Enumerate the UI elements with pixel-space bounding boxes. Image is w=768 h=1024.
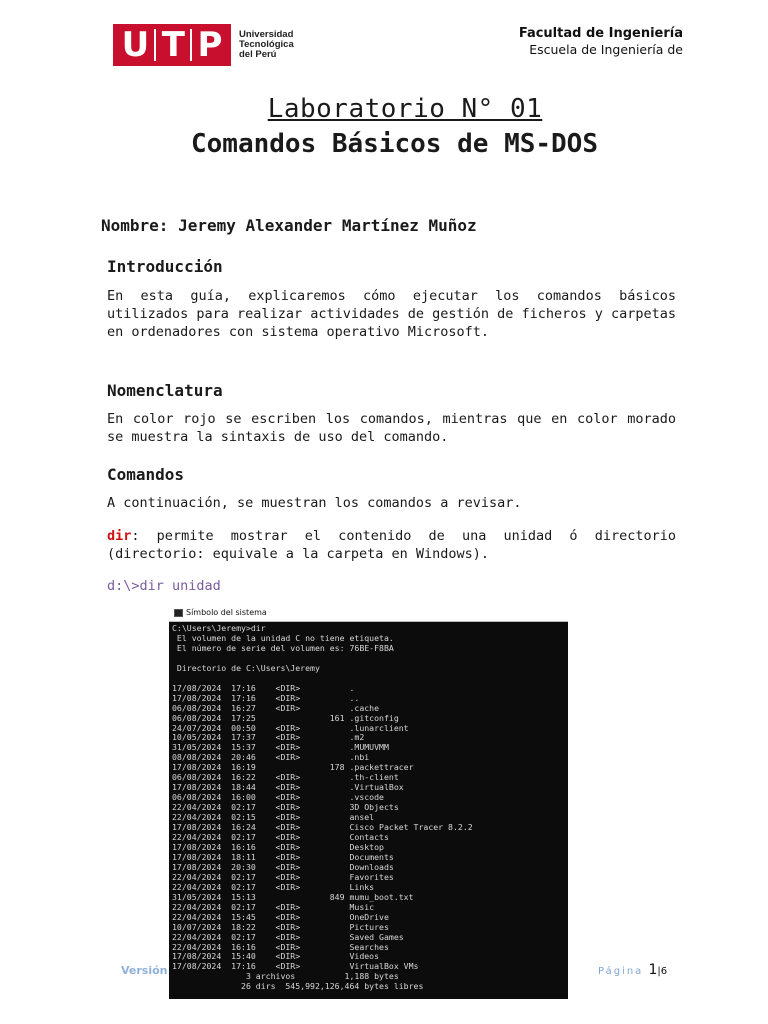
utp-logo-mark (113, 24, 231, 66)
student-name: Nombre: Jeremy Alexander Martínez Muñoz (101, 216, 477, 235)
terminal-line: 24/07/2024 00:50 <DIR> .lunarclient (172, 722, 409, 733)
terminal-line: 17/08/2024 17:16 <DIR> VirtualBox VMs (172, 961, 419, 972)
terminal-line: El número de serie del volumen es: 76BE-F8BA (172, 642, 394, 653)
terminal-line: 22/04/2024 02:17 <DIR> 3D Objects (172, 802, 399, 813)
terminal-line: 17/08/2024 20:30 <DIR> Downloads (172, 861, 394, 872)
utp-logo (113, 24, 294, 66)
lab-subtitle: Comandos Básicos de MS-DOS (191, 129, 598, 159)
faculty-name: Facultad de Ingeniería (518, 26, 683, 41)
terminal-line: 10/05/2024 17:37 <DIR> .m2 (172, 732, 365, 743)
terminal-line: 17/08/2024 17:16 <DIR> .. (172, 692, 360, 703)
terminal-line: 17/08/2024 16:24 <DIR> Cisco Packet Tracer 8.2.2 (172, 822, 473, 833)
terminal-icon (174, 609, 183, 617)
terminal-line: 22/04/2024 02:15 <DIR> ansel (172, 812, 375, 823)
logo-separator (154, 29, 156, 61)
university-name-line: Universidad (239, 29, 294, 40)
nomenclature-heading: Nomenclatura (107, 381, 223, 400)
university-name-line: Tecnológica (239, 39, 294, 50)
terminal-line: 22/04/2024 02:17 <DIR> Contacts (172, 832, 389, 843)
terminal-line: 22/04/2024 15:45 <DIR> OneDrive (172, 911, 389, 922)
page-total: 6 (660, 966, 668, 977)
footer-page-number (598, 962, 667, 978)
page-label: Página (598, 966, 644, 977)
logo-separator (190, 29, 192, 61)
intro-text: En esta guía, explicaremos cómo ejecutar los comandos básicos utilizados para realizar actividades de gestión de ficheros y carpetas en ordenadores con sistema operativo Microsoft. (107, 288, 676, 340)
terminal-line: 22/04/2024 02:17 <DIR> Favorites (172, 871, 394, 882)
commands-heading: Comandos (107, 465, 185, 484)
dir-command: dir (107, 528, 132, 544)
terminal-line: 22/04/2024 16:16 <DIR> Searches (172, 941, 389, 952)
terminal-line: C:\Users\Jeremy>dir (172, 623, 266, 633)
terminal-line: 17/08/2024 17:16 <DIR> . (172, 682, 355, 693)
terminal-line: 22/04/2024 02:17 <DIR> Links (172, 881, 375, 892)
terminal-line: 06/08/2024 16:27 <DIR> .cache (172, 702, 380, 713)
terminal-line: 17/08/2024 18:44 <DIR> .VirtualBox (172, 782, 404, 793)
footer-version: Versión (121, 964, 168, 977)
school-name: Escuela de Ingeniería de (529, 42, 683, 57)
header-faculty-block (519, 26, 683, 62)
intro-heading: Introducción (107, 257, 223, 276)
terminal-line: 17/08/2024 16:16 <DIR> Desktop (172, 841, 384, 852)
terminal-line: 22/04/2024 02:17 <DIR> Music (172, 901, 375, 912)
terminal-line: 3 archivos 1,188 bytes (172, 971, 399, 982)
terminal-line: 31/05/2024 15:13 849 mumu_boot.txt (172, 891, 414, 902)
terminal-line: 17/08/2024 18:11 <DIR> Documents (172, 851, 394, 862)
terminal-line: El volumen de la unidad C no tiene etiqueta. (172, 632, 394, 643)
terminal-line: 17/08/2024 15:40 <DIR> Videos (172, 951, 380, 962)
terminal-line: 26 dirs 545,992,126,464 bytes libres (172, 981, 424, 992)
terminal-line: 06/08/2024 16:00 <DIR> .vscode (172, 792, 384, 803)
university-name-line: del Perú (239, 49, 277, 60)
dir-description (107, 527, 676, 563)
terminal-line: 17/08/2024 16:19 178 .packettracer (172, 762, 414, 773)
commands-intro: A continuación, se muestran los comandos a revisar. (107, 495, 522, 511)
terminal-screenshot (169, 604, 568, 999)
terminal-line: 10/07/2024 18:22 <DIR> Pictures (172, 921, 389, 932)
terminal-line: 06/08/2024 17:25 161 .gitconfig (172, 712, 399, 723)
lab-title: Laboratorio N° 01 (267, 94, 543, 124)
page-separator: | (657, 966, 661, 977)
terminal-line: Directorio de C:\Users\Jeremy (172, 662, 320, 673)
terminal-line: 22/04/2024 02:17 <DIR> Saved Games (172, 931, 404, 942)
dir-syntax: d:\>dir unidad (107, 578, 221, 594)
logo-letter-t: T (161, 25, 185, 65)
nomenclature-text: En color rojo se escriben los comandos, mientras que en color morado se muestra la sintaxis de uso del comando. (107, 411, 676, 445)
logo-letter-u: U (121, 25, 150, 65)
logo-letter-p: P (197, 25, 223, 65)
dir-description-text: : permite mostrar el contenido de una unidad ó directorio (directorio: equivale a la carpeta en Windows). (107, 528, 676, 562)
terminal-output (169, 622, 568, 994)
terminal-line: 06/08/2024 16:22 <DIR> .th-client (172, 772, 399, 783)
page-current: 1 (648, 962, 658, 978)
terminal-line: 08/08/2024 20:46 <DIR> .nbi (172, 752, 370, 763)
terminal-window-title: Símbolo del sistema (186, 608, 267, 617)
university-name (239, 30, 294, 60)
terminal-line: 31/05/2024 15:37 <DIR> .MUMUVMM (172, 742, 389, 753)
terminal-titlebar (169, 604, 568, 622)
